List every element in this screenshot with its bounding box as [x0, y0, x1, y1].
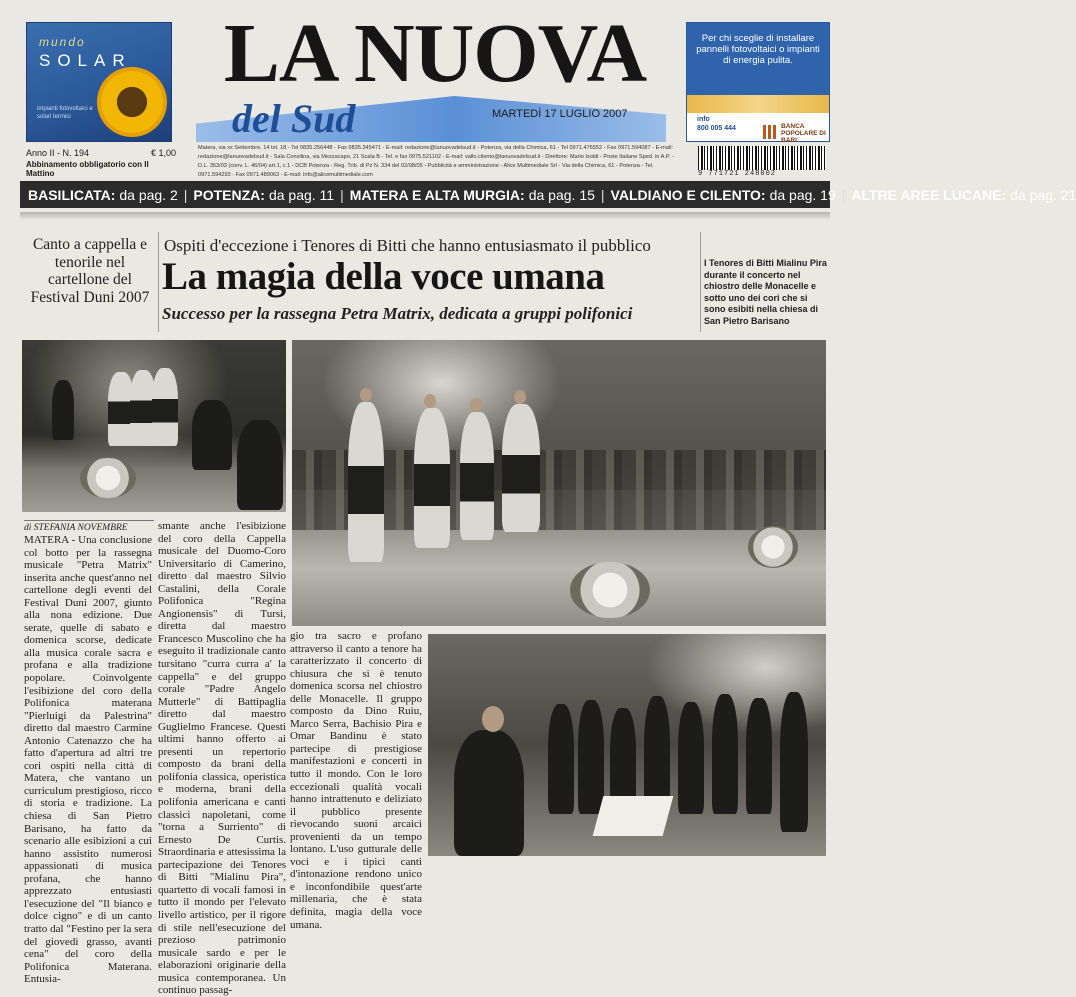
ad-right-text: Per chi sceglie di installare pannelli fotovoltaici o impianti di energia pulita. — [687, 23, 829, 95]
column-divider — [158, 232, 159, 332]
issue-number: Anno II - N. 194 — [26, 148, 90, 158]
issue-meta — [26, 148, 176, 178]
nav-item-basilicata[interactable]: BASILICATA: da pag. 2 — [28, 186, 178, 203]
sunflower-icon — [97, 67, 167, 137]
ad-right-info — [697, 115, 736, 133]
flower-arrangement — [570, 562, 650, 618]
article-column-2: smante anche l'esibizione del coro della Cappella musicale del Duomo-Coro Universitario di Camerino, diretto dal maestro Silvio Castalini, della Corale Polifonica "Regina Angionensis" di Tursi, diretta dal maestro Francesco Muscolino che ha eseguito il tradizionale canto tursitano "curra curra a' la cappella" e del gruppo corale "Padre Angelo Mutterle" di Battipaglia diretto dal maestro Guglielmo Francese. Questi ultimi hanno offerto ai presenti un repertorio composto da brani della polifonia classica, operistica e moderna, brani della polifonia americana e canti classici napoletani, come "torna a Surriento" di Ernesto De Curtis. Straordinaria e attesissima la partecipazione dei Tenores di Bitti "Mialinu Pira", quartetto di vocali famosi in tutto il mondo per l'elevato livello artistico, per il rigore di stile nell'esecuzione del prezioso patrimonio musicale sardo e per le elaborazioni originarie della musica contemporanea. Un continuo passag- — [158, 520, 286, 997]
nav-separator: | — [340, 186, 344, 203]
article-byline: di STEFANIA NOVEMBRE — [24, 520, 154, 533]
singer-head — [470, 398, 482, 412]
nav-item-matera[interactable]: MATERA E ALTA MURGIA: da pag. 15 — [349, 186, 595, 203]
singer-figure — [578, 700, 604, 814]
bank-logo-icon — [763, 125, 777, 139]
subscription-note: Abbinamento obbligatorio con Il Mattino — [26, 160, 149, 178]
singer-figure — [414, 408, 450, 548]
nav-separator: | — [183, 186, 188, 203]
singer-figure — [460, 412, 494, 540]
singer-figure — [152, 368, 178, 446]
newspaper-title: LA NUOVA — [223, 7, 647, 100]
article-column-1: MATERA - Una conclusione col botto per la rassegna musicale "Petra Matrix" inserita anche quest'anno nel cartellone degli eventi del Festival Duni 2007, giunto alla nona edizione. Due serate, quelle di sabato e domenica scorse, dedicate alla musica corale sacra e profana e alla tradizione popolare. Coinvolgente l'esibizione del coro della Polifonica materana "Pierluigi da Palestrina" diretto dal maestro Carmine Antonio Catenazzo che ha fatto d'apertura ad altri tre cori ospiti nella città di Matera, che vantano un curriculum prestigioso, ricco di storia e tradizione. La chiesa di San Pietro Barisano, ha fatto da scenario alle esibizioni a cui hanno assistito numerosi appassionati di musica profana, che hanno apprezzato entusiasti l'esecuzione del "Il bianco e dolce cigno" e di un canto tratto dal "Festino per la sera del giovedì grasso, avanti cena" del coro della Polifonica Materana. Entusia- — [24, 534, 152, 986]
article-overline: Ospiti d'eccezione i Tenores di Bitti che hanno entusiasmato il pubblico — [164, 236, 651, 255]
singer-figure — [780, 692, 808, 832]
solar-advertisement[interactable] — [26, 22, 172, 142]
singer-head — [424, 394, 436, 408]
column-divider — [700, 232, 701, 332]
singer-figure — [746, 698, 772, 814]
singer-head — [514, 390, 526, 404]
photo-tenores-concert[interactable] — [292, 340, 826, 626]
photo-choir-chiostro[interactable] — [428, 634, 826, 856]
issue-date: MARTEDÌ 17 LUGLIO 2007 — [492, 108, 628, 120]
ad-right-strip — [687, 95, 829, 113]
nav-item-altre-aree[interactable]: ALTRE AREE LUCANE: da pag. 21 — [851, 186, 1076, 203]
info-number: 800 005 444 — [697, 125, 736, 132]
info-label: info — [697, 116, 710, 123]
photo-caption: I Tenores di Bitti Mialinu Pira durante il concerto nel chiostro delle Monacelle e sotto uno dei cori che si sono esibiti nella chiesa di San Pietro Barisano — [704, 258, 827, 326]
ad-brand-top: mundo — [39, 35, 86, 49]
singer-figure — [52, 380, 74, 440]
ad-fineprint: impianti fotovoltaici e solari termici — [37, 106, 93, 120]
article-column-3: gio tra sacro e profano attraverso il canto a tenore ha caratterizzato il concerto di chiusura che si è tenuto domenica scorsa nel chiostro delle Monacelle. Il gruppo composto da Dino Ruiu, Marco Serra, Bachisio Pira e Omar Bandinu è stato partecipe di prestigiose manifestazioni e concerti in tutto il mondo. Con le loro eccezionali qualità vocali hanno intrattenuto e deliziato il pubblico presente rievocando suoni arcaici provenienti da un tempo lontano. L'uso gutturale delle voci e i tipici canti d'intonazione rendono unico e inconfondibile quest'arte millenaria, che è stata definita, magia della voce umana. — [290, 630, 422, 931]
conductor-head — [482, 706, 504, 732]
barcode-number: 9 771721 248002 — [698, 170, 777, 178]
singer-figure — [712, 694, 738, 814]
article-deck: Successo per la rassegna Petra Matrix, dedicata a gruppi polifonici — [162, 304, 633, 323]
cut-teaser-strip — [20, 212, 830, 220]
publication-info: Matera, via xx Settembre, 14 tel. 18 - Tel 0835.256448 - Fax 0835.345471 - E-mail: redazione@lanuovadelsud.it - Potenza, via della Chimica, 61 - Tel 0971.476552 - Fax 0971.594087 - E-mail: redazione@lanuovadelsud.it - Sala Consilina, via Mezzacapo, 21 Scala B - Tel. e fax 0975.521102 - E-mail: vallo.cilento@lanuovadelsud.it - Direttore: Mario Isoldi - Poste Italiane Sped. in A.P. - D.L. 353/03 (conv. L. 46/04) art.1, c.1 - DCB Potenza - Reg. Trib. di Pz N. 334 del 02/08/05 - Pubblicità e amministrazione - Alice Multimediale Srl - Via della Chimica, 61 - Potenza - Tel. 0971.594293 - Fax 0971.489063 - E-mail: info@alicemultimediale.com — [198, 145, 674, 178]
nav-separator: | — [600, 186, 605, 203]
flower-arrangement — [748, 526, 798, 568]
singer-figure — [678, 702, 704, 814]
music-stand — [593, 796, 674, 836]
singer-figure — [348, 402, 384, 562]
photo-choir-church[interactable] — [22, 340, 286, 512]
article-kicker: Canto a cappella e tenorile nel cartellone del Festival Duni 2007 — [30, 236, 150, 306]
audience-figure — [192, 400, 232, 470]
article-headline: La magia della voce umana — [162, 255, 605, 298]
singer-figure — [548, 704, 574, 814]
flower-arrangement — [80, 458, 136, 498]
nav-item-potenza[interactable]: POTENZA: da pag. 11 — [193, 186, 335, 203]
bank-name: BANCA POPOLARE DI BARI — [781, 123, 826, 144]
section-nav — [20, 181, 1076, 208]
singer-figure — [502, 404, 540, 532]
ad-brand: SOLAR — [39, 51, 132, 70]
issue-price: € 1,00 — [150, 148, 176, 158]
barcode-icon — [698, 146, 826, 170]
conductor-figure — [454, 730, 524, 856]
audience-figure — [237, 420, 283, 510]
singer-head — [360, 388, 372, 402]
nav-separator: | — [841, 186, 846, 203]
nav-item-valdiano[interactable]: VALDIANO E CILENTO: da pag. 19 — [610, 186, 836, 203]
newspaper-subtitle: del Sud — [232, 96, 356, 141]
bank-advertisement[interactable] — [686, 22, 830, 142]
